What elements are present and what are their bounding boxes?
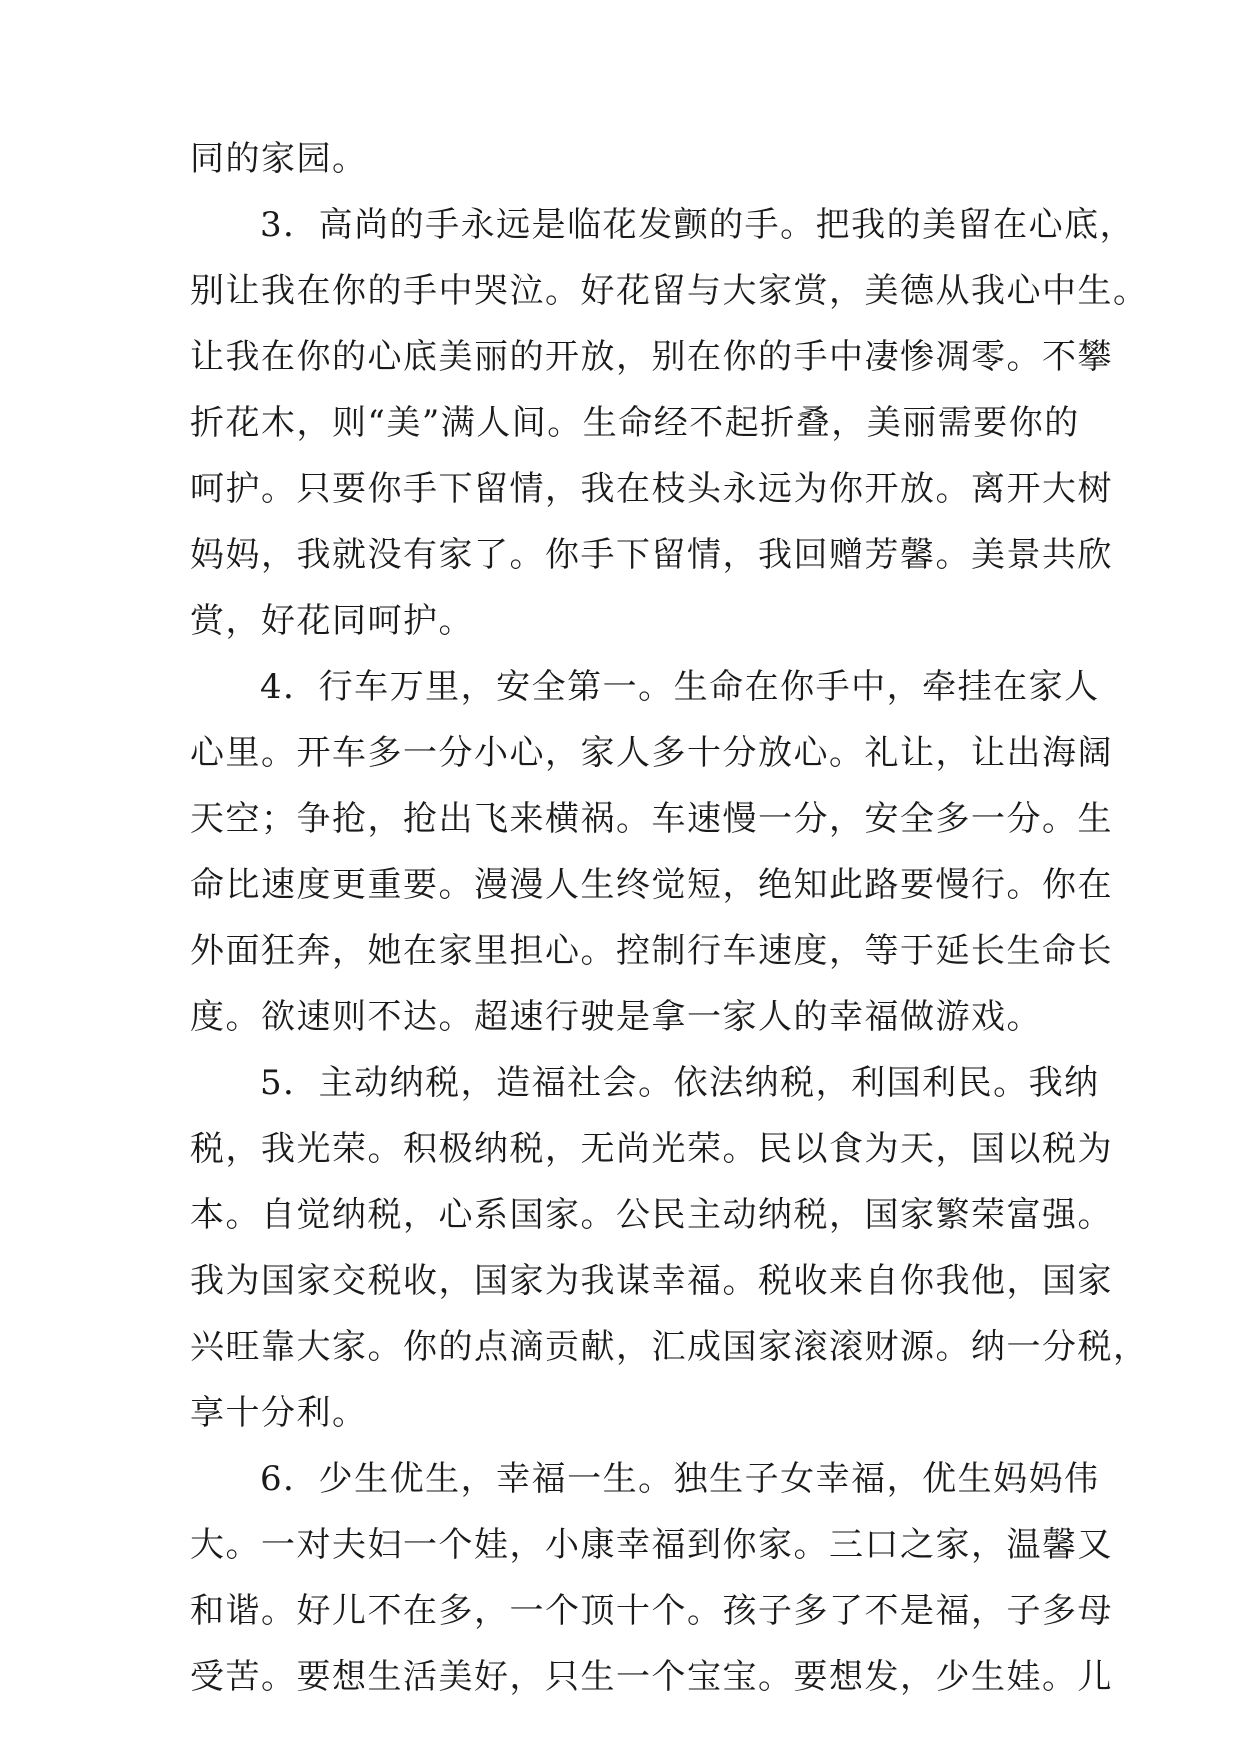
text-line: 呵护。只要你手下留情，我在枝头永远为你开放。离开大树: [190, 469, 1113, 509]
text-line: 5．主动纳税，造福社会。依法纳税，利国利民。我纳: [260, 1063, 1100, 1103]
text-line: 心里。开车多一分小心，家人多十分放心。礼让，让出海阔: [190, 733, 1113, 773]
text-line: 税，我光荣。积极纳税，无尚光荣。民以食为天，国以税为: [190, 1129, 1113, 1169]
text-line: 享十分利。: [190, 1393, 368, 1433]
text-line: 别让我在你的手中哭泣。好花留与大家赏，美德从我心中生。: [190, 271, 1149, 311]
text-line: 天空；争抢，抢出飞来横祸。车速慢一分，安全多一分。生: [190, 799, 1113, 839]
text-line: 同的家园。: [190, 139, 368, 179]
text-line: 和谐。好儿不在多，一个顶十个。孩子多了不是福，子多母: [190, 1591, 1113, 1631]
text-line: 4．行车万里，安全第一。生命在你手中，牵挂在家人: [260, 667, 1100, 707]
text-line: 大。一对夫妇一个娃，小康幸福到你家。三口之家，温馨又: [190, 1525, 1113, 1565]
text-line: 度。欲速则不达。超速行驶是拿一家人的幸福做游戏。: [190, 997, 1042, 1037]
text-line: 受苦。要想生活美好，只生一个宝宝。要想发，少生娃。儿: [190, 1657, 1113, 1697]
text-line: 外面狂奔，她在家里担心。控制行车速度，等于延长生命长: [190, 931, 1113, 971]
text-line: 3．高尚的手永远是临花发颤的手。把我的美留在心底，: [260, 205, 1136, 245]
text-line: 让我在你的心底美丽的开放，别在你的手中凄惨凋零。不攀: [190, 337, 1113, 377]
text-line: 兴旺靠大家。你的点滴贡献，汇成国家滚滚财源。纳一分税，: [190, 1327, 1149, 1367]
text-line: 折花木，则“美”满人间。生命经不起折叠，美丽需要你的: [190, 403, 1080, 443]
text-line: 本。自觉纳税，心系国家。公民主动纳税，国家繁荣富强。: [190, 1195, 1113, 1235]
text-line: 妈妈，我就没有家了。你手下留情，我回赠芳馨。美景共欣: [190, 535, 1113, 575]
text-line: 赏，好花同呵护。: [190, 601, 474, 641]
text-line: 6．少生优生，幸福一生。独生子女幸福，优生妈妈伟: [260, 1459, 1100, 1499]
text-line: 命比速度更重要。漫漫人生终觉短，绝知此路要慢行。你在: [190, 865, 1113, 905]
text-line: 我为国家交税收，国家为我谋幸福。税收来自你我他，国家: [190, 1261, 1113, 1301]
